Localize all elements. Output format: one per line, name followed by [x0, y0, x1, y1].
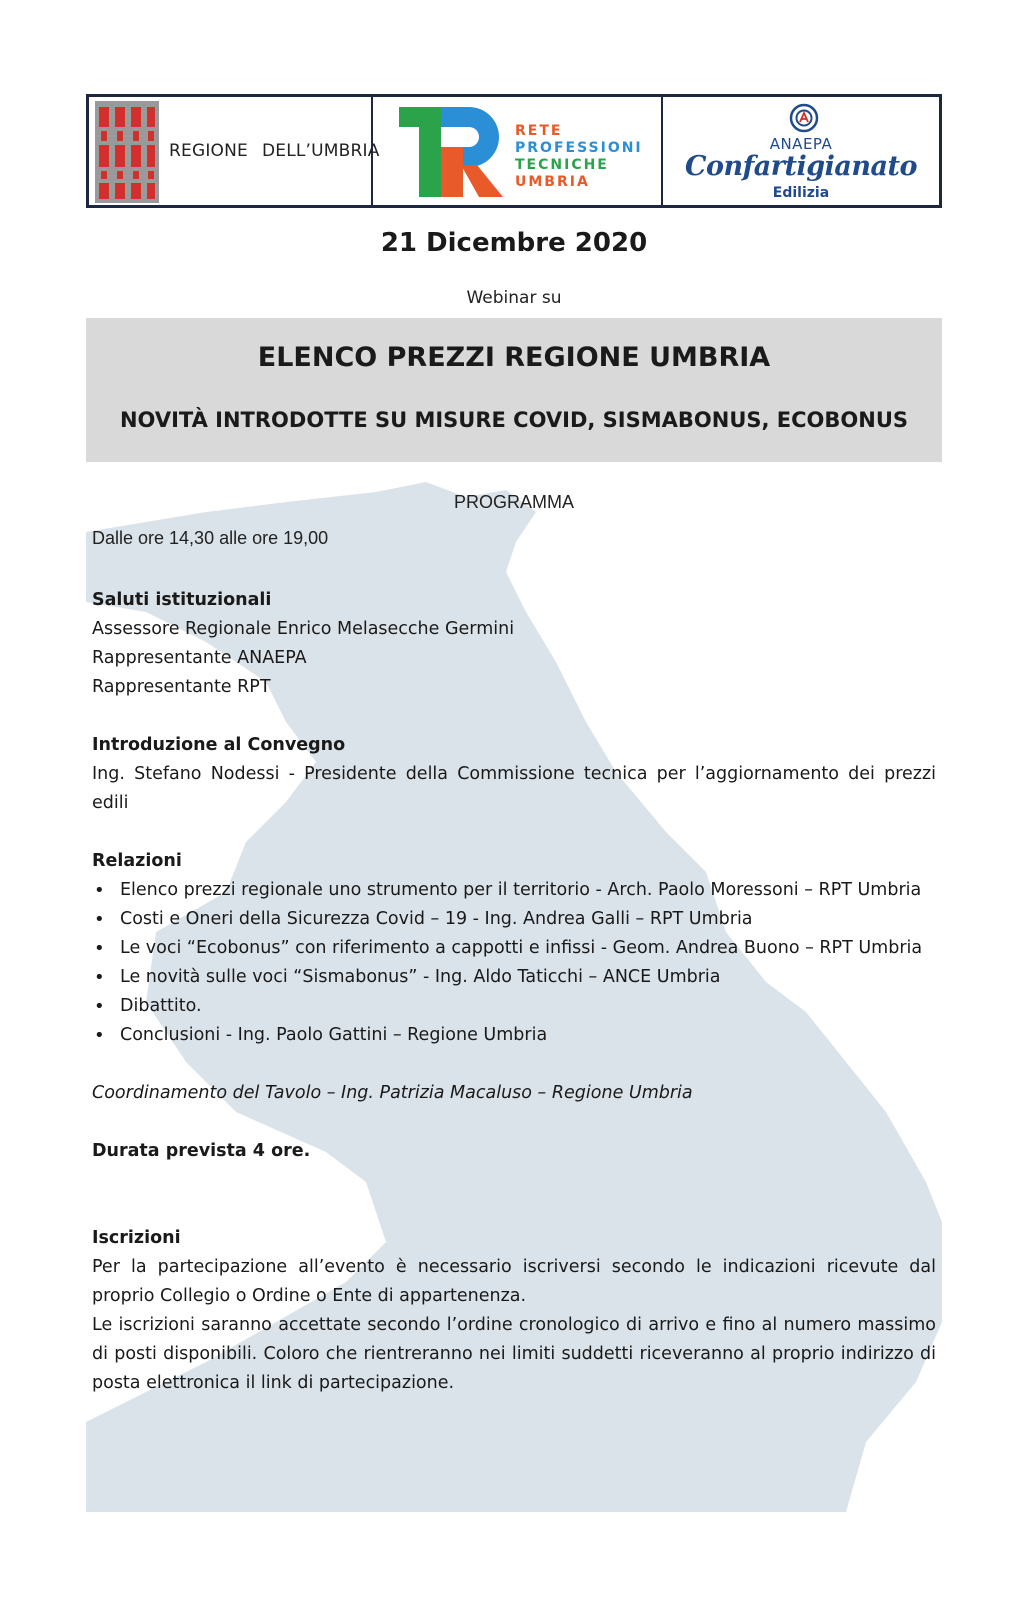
duration-note: Durata prevista 4 ore. — [92, 1141, 311, 1161]
confartigianato-brand: Confartigianato — [685, 151, 917, 182]
event-title: ELENCO PREZZI REGIONE UMBRIA — [257, 342, 771, 373]
edilizia-label: Edilizia — [772, 185, 830, 201]
talk-item: • Le novità sulle voci “Sismabonus” - Ing. Aldo Taticchi – ANCE Umbria — [92, 963, 936, 992]
talk-item: • Costi e Oneri della Sicurezza Covid – 19 - Ing. Andrea Galli – RPT Umbria — [92, 905, 936, 934]
event-subtitle: NOVITÀ INTRODOTTE SU MISURE COVID, SISMABONUS, ECOBONUS — [119, 408, 908, 432]
introduction-text: Ing. Stefano Nodessi - Presidente della Commissione tecnica per l’aggiornamento dei prezzi edili — [92, 764, 936, 813]
greetings-item: Rappresentante ANAEPA — [92, 648, 307, 668]
greetings-item: Rappresentante RPT — [92, 677, 271, 697]
region-name-part1: REGIONE — [169, 141, 248, 161]
logo-bar — [86, 94, 942, 208]
coordination-note: Coordinamento del Tavolo – Ing. Patrizia Macaluso – Regione Umbria — [92, 1083, 693, 1103]
region-name-part2: DELL’UMBRIA — [261, 141, 380, 161]
anaepa-emblem-icon — [789, 103, 819, 133]
introduction-title: Introduzione al Convegno — [92, 735, 346, 755]
registration-paragraph: Per la partecipazione all’evento è necessario iscriversi secondo le indicazioni ricevute dal proprio Collegio o Ordine o Ente di appartenenza. — [92, 1257, 936, 1306]
talk-item: • Conclusioni - Ing. Paolo Gattini – Regione Umbria — [92, 1021, 936, 1050]
program-time: Dalle ore 14,30 alle ore 19,00 — [92, 528, 329, 548]
rpt-line-professioni: PROFESSIONI — [515, 140, 643, 156]
greetings-title: Saluti istituzionali — [92, 590, 272, 610]
program-area — [86, 462, 942, 1512]
region-name — [169, 141, 380, 161]
event-date: 21 Dicembre 2020 — [380, 228, 648, 258]
rpt-line-rete: RETE — [515, 123, 563, 139]
rpt-name — [515, 123, 643, 191]
talk-item: • Dibattito. — [92, 992, 936, 1021]
rpt-tr-monogram-icon — [399, 103, 507, 201]
rpt-line-tecniche: TECNICHE — [515, 157, 609, 173]
umbria-ceri-emblem-icon — [95, 101, 159, 203]
program-content — [92, 586, 936, 1398]
program-heading: PROGRAMMA — [453, 492, 574, 512]
talk-item: • Elenco prezzi regionale uno strumento per il territorio - Arch. Paolo Moressoni – RPT Umbria — [92, 876, 936, 905]
talk-item: • Le voci “Ecobonus” con riferimento a cappotti e infissi - Geom. Andrea Buono – RPT Umbria — [92, 934, 936, 963]
regione-umbria-logo — [89, 97, 380, 205]
title-band — [86, 318, 942, 462]
rpt-logo — [371, 97, 661, 205]
anaepa-title: ANAEPA — [769, 135, 833, 153]
talks-list — [92, 876, 936, 1050]
anaepa-confartigianato-logo — [661, 97, 939, 205]
talks-title: Relazioni — [92, 851, 182, 871]
webinar-label: Webinar su — [466, 288, 562, 308]
greetings-item: Assessore Regionale Enrico Melasecche Germini — [92, 619, 515, 639]
registration-paragraph: Le iscrizioni saranno accettate secondo l’ordine cronologico di arrivo e fino al numero massimo di posti disponibili. Coloro che rientreranno nei limiti suddetti riceveranno al proprio indirizzo di posta elettronica il link di partecipazione. — [92, 1315, 936, 1393]
registration-title: Iscrizioni — [92, 1228, 181, 1248]
rpt-line-umbria: UMBRIA — [515, 174, 590, 190]
